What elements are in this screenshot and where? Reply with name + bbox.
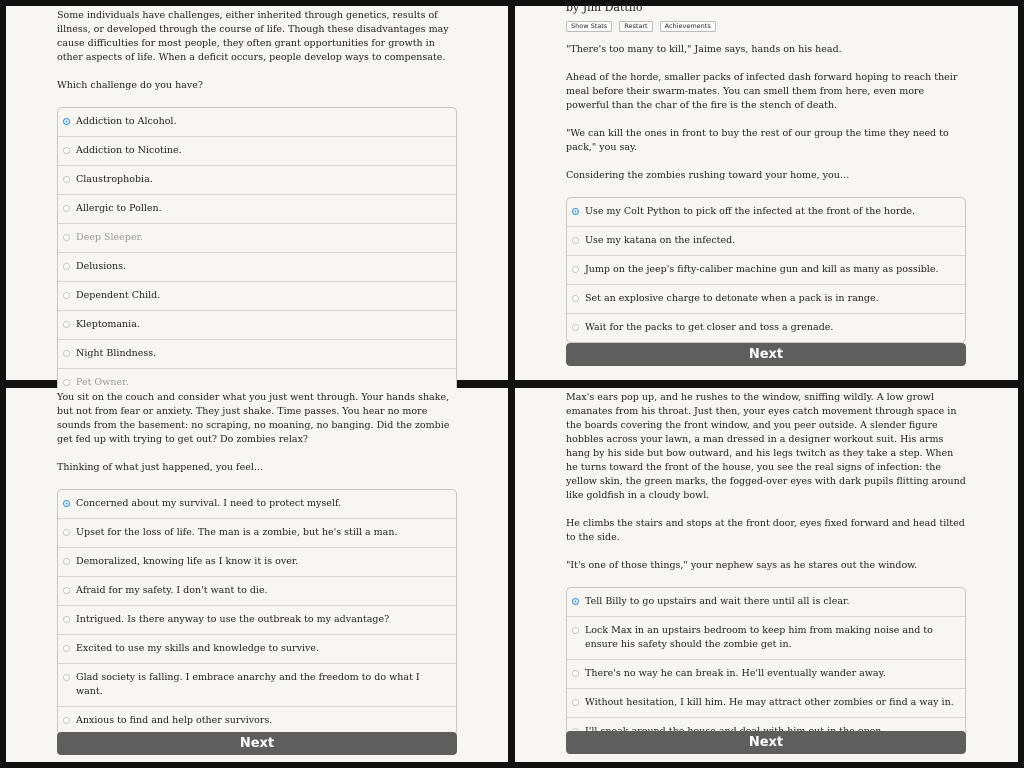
- choice-option[interactable]: [58, 605, 456, 634]
- story-panel-challenges: [6, 6, 508, 388]
- choice-label: Addiction to Nicotine.: [76, 145, 182, 156]
- choice-option[interactable]: [58, 547, 456, 576]
- choice-option[interactable]: [58, 108, 456, 136]
- choice-option[interactable]: [58, 252, 456, 281]
- choice-label: Set an explosive charge to detonate when a pack is in range.: [585, 293, 879, 304]
- choice-label: Deep Sleeper.: [76, 232, 143, 243]
- radio-button[interactable]: [63, 529, 70, 536]
- radio-button[interactable]: [63, 321, 70, 328]
- choice-label: Jump on the jeep's fifty-caliber machine gun and kill as many as possible.: [585, 264, 939, 275]
- radio-button[interactable]: [572, 670, 579, 677]
- choice-label: There's no way he can break in. He'll eventually wander away.: [585, 668, 886, 679]
- story-paragraph: Ahead of the horde, smaller packs of infected dash forward hoping to reach their meal before their swarm-mates. You can smell them from here, even more powerful than the char of the fire is the stench of death.: [566, 72, 958, 111]
- question-text: Which challenge do you have?: [57, 80, 203, 91]
- question-text: Considering the zombies rushing toward your home, you…: [566, 170, 850, 181]
- story-paragraph: "We can kill the ones in front to buy the rest of our group the time they need to pack," you say.: [566, 128, 949, 153]
- choice-option[interactable]: [58, 136, 456, 165]
- show-stats-button[interactable]: Show Stats: [566, 21, 612, 32]
- radio-button[interactable]: [63, 205, 70, 212]
- choice-label: Kleptomania.: [76, 319, 140, 330]
- radio-button[interactable]: [63, 674, 70, 681]
- choice-list: [57, 489, 457, 736]
- choice-option[interactable]: [567, 616, 965, 659]
- choice-list: [566, 197, 966, 343]
- radio-button[interactable]: [63, 379, 70, 386]
- choice-label: Night Blindness.: [76, 348, 157, 359]
- choice-option[interactable]: [567, 198, 965, 226]
- choice-label: Glad society is falling. I embrace anarchy and the freedom to do what I want.: [76, 672, 420, 697]
- choice-label: Lock Max in an upstairs bedroom to keep him from making noise and to ensure his safety should the zombie get in.: [585, 625, 933, 650]
- radio-button[interactable]: [63, 292, 70, 299]
- panel-content: [566, 1, 966, 343]
- story-paragraph: "There's too many to kill," Jaime says, hands on his head.: [566, 44, 842, 55]
- choice-label: Anxious to find and help other survivors.: [76, 715, 273, 726]
- choice-option[interactable]: [58, 706, 456, 735]
- radio-button[interactable]: [572, 598, 579, 605]
- choice-label: Afraid for my safety. I don't want to die.: [76, 585, 268, 596]
- radio-button[interactable]: [63, 558, 70, 565]
- choice-option[interactable]: [58, 310, 456, 339]
- radio-button[interactable]: [63, 263, 70, 270]
- choice-label: Excited to use my skills and knowledge to survive.: [76, 643, 320, 654]
- choice-option[interactable]: [58, 165, 456, 194]
- radio-button[interactable]: [63, 176, 70, 183]
- choice-label: Dependent Child.: [76, 290, 161, 301]
- story-paragraph: Max's ears pop up, and he rushes to the window, sniffing wildly. A low growl emanates from his throat. Just then, your eyes catch movement through space in the boards covering the front window, and you peer outside. A slender figure hobbles across your lawn, a man dressed in a designer workout suit. His arms hang by his side but bow outward, and his legs twitch as they take a step. When he turns toward the front of the house, you see the real signs of infection: the yellow skin, the green marks, the fogged-over eyes with dark pupils flitting around like goldfish in a cloudy bowl.: [566, 392, 966, 501]
- choice-label: Pet Owner.: [76, 377, 129, 388]
- radio-button[interactable]: [63, 500, 70, 507]
- radio-button[interactable]: [63, 118, 70, 125]
- choice-option[interactable]: [567, 588, 965, 616]
- story-panel-door: [515, 388, 1018, 762]
- choice-list: [566, 587, 966, 747]
- radio-button[interactable]: [572, 295, 579, 302]
- choice-option[interactable]: [58, 576, 456, 605]
- choice-label: Upset for the loss of life. The man is a zombie, but he's still a man.: [76, 527, 398, 538]
- choice-label: Allergic to Pollen.: [76, 203, 162, 214]
- choice-option[interactable]: [58, 634, 456, 663]
- next-button[interactable]: Next: [566, 343, 966, 366]
- choice-option[interactable]: [567, 226, 965, 255]
- choice-option[interactable]: [567, 284, 965, 313]
- radio-button[interactable]: [63, 587, 70, 594]
- story-paragraph: You sit on the couch and consider what you just went through. Your hands shake, but not from fear or anxiety. They just shake. Time passes. You hear no more sounds from the basement: no scraping, no moaning, no banging. Did the zombie get fed up with trying to get out? Do zombies relax?: [57, 392, 450, 445]
- choice-label: Addiction to Alcohol.: [76, 116, 177, 127]
- next-button[interactable]: Next: [57, 732, 457, 755]
- panel-content: [57, 9, 457, 398]
- choice-label: Use my katana on the infected.: [585, 235, 736, 246]
- choice-option[interactable]: [567, 313, 965, 342]
- choice-label: Demoralized, knowing life as I know it is over.: [76, 556, 299, 567]
- radio-button[interactable]: [63, 350, 70, 357]
- intro-text: Some individuals have challenges, either inherited through genetics, results of illness, or developed through the course of life. Though these disadvantages may cause difficulties for most people, they often grant opportunities for growth in other aspects of life. When a deficit occurs, people develop ways to compensate.: [57, 10, 449, 63]
- choice-option[interactable]: [58, 194, 456, 223]
- choice-label: Wait for the packs to get closer and toss a grenade.: [585, 322, 834, 333]
- choice-option[interactable]: [567, 659, 965, 688]
- choice-option[interactable]: [58, 281, 456, 310]
- radio-button[interactable]: [63, 616, 70, 623]
- choice-label: Intrigued. Is there anyway to use the outbreak to my advantage?: [76, 614, 390, 625]
- story-panel-feelings: [6, 388, 508, 762]
- question-text: "It's one of those things," your nephew says as he stares out the window.: [566, 560, 918, 571]
- radio-button[interactable]: [63, 234, 70, 241]
- next-button[interactable]: Next: [566, 731, 966, 754]
- story-panel-horde: [515, 1, 1018, 380]
- choice-option[interactable]: [567, 688, 965, 717]
- radio-button[interactable]: [572, 237, 579, 244]
- radio-button[interactable]: [572, 699, 579, 706]
- choice-label: Delusions.: [76, 261, 127, 272]
- radio-button[interactable]: [572, 266, 579, 273]
- radio-button[interactable]: [572, 324, 579, 331]
- author-byline: by Jim Dattilo: [566, 1, 643, 14]
- radio-button[interactable]: [63, 147, 70, 154]
- choice-list: [57, 107, 457, 398]
- choice-option[interactable]: [58, 339, 456, 368]
- restart-button[interactable]: Restart: [619, 21, 652, 32]
- panel-content: [57, 391, 457, 736]
- radio-button[interactable]: [572, 208, 579, 215]
- choice-option[interactable]: [58, 663, 456, 706]
- achievements-button[interactable]: Achievements: [660, 21, 716, 32]
- choice-option[interactable]: [58, 518, 456, 547]
- choice-label: Concerned about my survival. I need to protect myself.: [76, 498, 342, 509]
- stats-button-row: [566, 19, 966, 33]
- choice-option[interactable]: [58, 223, 456, 252]
- radio-button[interactable]: [63, 645, 70, 652]
- radio-button[interactable]: [63, 717, 70, 724]
- choice-label: Tell Billy to go upstairs and wait there until all is clear.: [585, 596, 850, 607]
- story-paragraph: He climbs the stairs and stops at the front door, eyes fixed forward and head tilted to the side.: [566, 518, 965, 543]
- choice-option[interactable]: [58, 490, 456, 518]
- question-text: Thinking of what just happened, you feel…: [57, 462, 264, 473]
- choice-label: Without hesitation, I kill him. He may attract other zombies or find a way in.: [585, 697, 954, 708]
- choice-option[interactable]: [567, 255, 965, 284]
- panel-content: [566, 391, 966, 747]
- choice-label: Claustrophobia.: [76, 174, 153, 185]
- choice-label: Use my Colt Python to pick off the infected at the front of the horde.: [585, 206, 916, 217]
- radio-button[interactable]: [572, 627, 579, 634]
